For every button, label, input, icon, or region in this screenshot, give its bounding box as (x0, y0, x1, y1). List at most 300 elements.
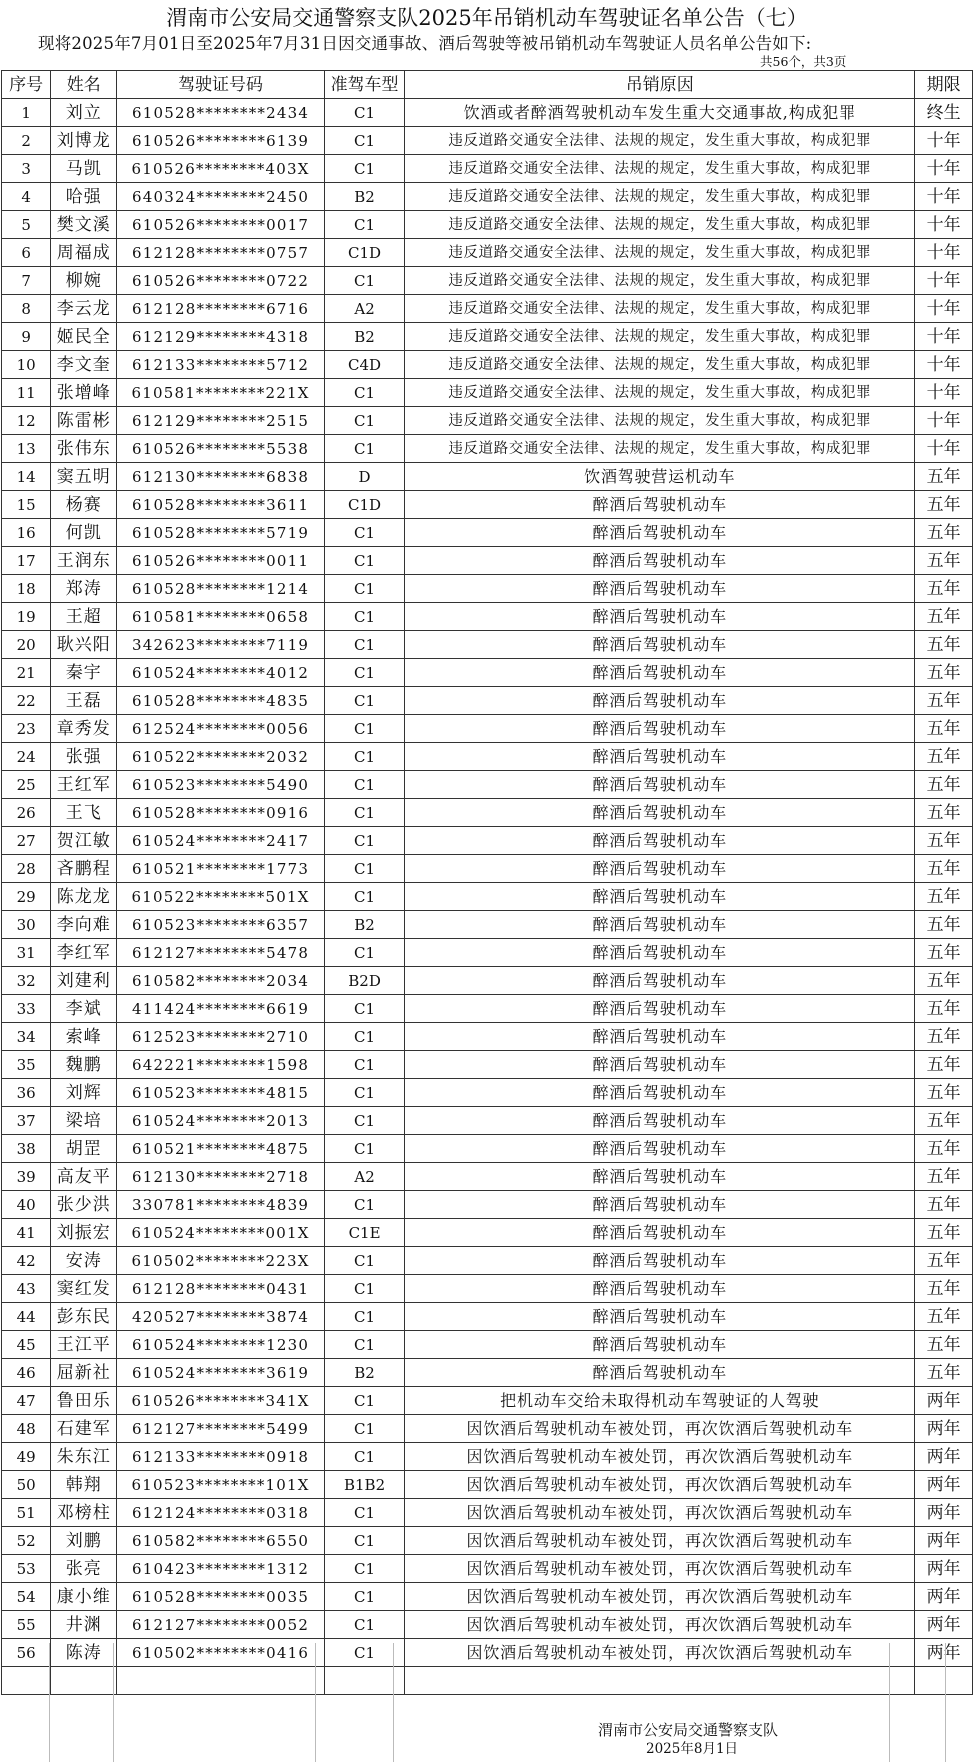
revocation-term: 五年 (915, 967, 973, 995)
revocation-term: 五年 (915, 995, 973, 1023)
vehicle-type: C1 (324, 687, 404, 715)
vehicle-type: C1 (324, 379, 404, 407)
revocation-term: 两年 (915, 1415, 973, 1443)
revocation-term: 五年 (915, 1079, 973, 1107)
revocation-term: 十年 (915, 183, 973, 211)
revocation-term: 十年 (915, 323, 973, 351)
license-number: 612127********5478 (117, 939, 325, 967)
person-name: 郑涛 (51, 575, 117, 603)
revocation-reason: 醉酒后驾驶机动车 (405, 1023, 915, 1051)
license-number: 610528********0916 (117, 799, 325, 827)
license-number: 610526********0017 (117, 211, 325, 239)
row-index: 32 (2, 967, 51, 995)
blank-cell (915, 1667, 973, 1695)
license-number: 610502********223X (117, 1247, 325, 1275)
row-index: 30 (2, 911, 51, 939)
row-index: 18 (2, 575, 51, 603)
revocation-term: 五年 (915, 659, 973, 687)
revocation-reason: 违反道路交通安全法律、法规的规定，发生重大事故，构成犯罪 (405, 211, 915, 239)
revocation-reason: 因饮酒后驾驶机动车被处罚，再次饮酒后驾驶机动车 (405, 1611, 915, 1639)
table-row (2, 883, 973, 911)
notice-intro: 现将2025年7月01日至2025年7月31日因交通事故、酒后驾驶等被吊销机动车驾驶证人员名单公告如下: (38, 34, 812, 53)
revocation-term: 五年 (915, 715, 973, 743)
revocation-term: 五年 (915, 1051, 973, 1079)
vehicle-type: C1 (324, 1639, 404, 1667)
vehicle-type: C4D (324, 351, 404, 379)
table-row (2, 1163, 973, 1191)
revocation-reason: 醉酒后驾驶机动车 (405, 799, 915, 827)
grid-line (113, 1643, 114, 1762)
row-index: 23 (2, 715, 51, 743)
table-row (2, 659, 973, 687)
table-row (2, 267, 973, 295)
license-number: 610526********341X (117, 1387, 325, 1415)
person-name: 康小维 (51, 1583, 117, 1611)
revocation-term: 五年 (915, 463, 973, 491)
table-row (2, 1303, 973, 1331)
row-index: 27 (2, 827, 51, 855)
table-row (2, 1247, 973, 1275)
row-index: 6 (2, 239, 51, 267)
row-index: 38 (2, 1135, 51, 1163)
column-header-index: 序号 (2, 71, 51, 99)
vehicle-type: C1 (324, 519, 404, 547)
revocation-reason: 醉酒后驾驶机动车 (405, 995, 915, 1023)
vehicle-type: C1 (324, 99, 404, 127)
vehicle-type: C1 (324, 211, 404, 239)
person-name: 王江平 (51, 1331, 117, 1359)
person-name: 韩翔 (51, 1471, 117, 1499)
row-index: 36 (2, 1079, 51, 1107)
license-number: 610524********2013 (117, 1107, 325, 1135)
vehicle-type: C1 (324, 1275, 404, 1303)
column-header-term: 期限 (915, 71, 973, 99)
person-name: 魏鹏 (51, 1051, 117, 1079)
row-index: 33 (2, 995, 51, 1023)
person-name: 李云龙 (51, 295, 117, 323)
table-row (2, 239, 973, 267)
table-row (2, 351, 973, 379)
column-header-name: 姓名 (51, 71, 117, 99)
person-name: 哈强 (51, 183, 117, 211)
row-index: 56 (2, 1639, 51, 1667)
column-header-reason: 吊销原因 (405, 71, 915, 99)
person-name: 何凯 (51, 519, 117, 547)
row-index: 51 (2, 1499, 51, 1527)
revocation-term: 五年 (915, 1163, 973, 1191)
table-row (2, 547, 973, 575)
license-number: 640324********2450 (117, 183, 325, 211)
vehicle-type: C1 (324, 799, 404, 827)
revocation-term: 十年 (915, 407, 973, 435)
table-row (2, 1191, 973, 1219)
person-name: 柳婉 (51, 267, 117, 295)
revocation-term: 五年 (915, 1191, 973, 1219)
person-name: 樊文溪 (51, 211, 117, 239)
person-name: 屈新社 (51, 1359, 117, 1387)
row-index: 31 (2, 939, 51, 967)
person-name: 李斌 (51, 995, 117, 1023)
revocation-reason: 醉酒后驾驶机动车 (405, 659, 915, 687)
person-name: 陈涛 (51, 1639, 117, 1667)
table-row (2, 995, 973, 1023)
table-row (2, 1583, 973, 1611)
revocation-reason: 醉酒后驾驶机动车 (405, 771, 915, 799)
person-name: 王润东 (51, 547, 117, 575)
row-index: 43 (2, 1275, 51, 1303)
row-index: 16 (2, 519, 51, 547)
revocation-reason: 违反道路交通安全法律、法规的规定，发生重大事故，构成犯罪 (405, 295, 915, 323)
table-row (2, 1079, 973, 1107)
revocation-term: 五年 (915, 631, 973, 659)
license-number: 610521********1773 (117, 855, 325, 883)
revocation-term: 终生 (915, 99, 973, 127)
license-number: 612524********0056 (117, 715, 325, 743)
row-index: 15 (2, 491, 51, 519)
blank-cell (2, 1667, 51, 1695)
vehicle-type: C1 (324, 827, 404, 855)
row-index: 34 (2, 1023, 51, 1051)
license-number: 610526********0011 (117, 547, 325, 575)
revocation-reason: 违反道路交通安全法律、法规的规定，发生重大事故，构成犯罪 (405, 379, 915, 407)
vehicle-type: C1 (324, 1415, 404, 1443)
table-row (2, 295, 973, 323)
row-index: 52 (2, 1527, 51, 1555)
person-name: 姬民全 (51, 323, 117, 351)
license-number: 610582********2034 (117, 967, 325, 995)
revocation-term: 五年 (915, 687, 973, 715)
row-index: 47 (2, 1387, 51, 1415)
table-row (2, 99, 973, 127)
vehicle-type: C1 (324, 1387, 404, 1415)
revocation-term: 十年 (915, 351, 973, 379)
vehicle-type: C1 (324, 575, 404, 603)
person-name: 王红军 (51, 771, 117, 799)
license-number: 420527********3874 (117, 1303, 325, 1331)
revocation-term: 五年 (915, 1359, 973, 1387)
row-index: 11 (2, 379, 51, 407)
vehicle-type: C1 (324, 631, 404, 659)
vehicle-type: C1 (324, 771, 404, 799)
revocation-term: 五年 (915, 1275, 973, 1303)
vehicle-type: C1 (324, 1527, 404, 1555)
grid-line (315, 1643, 316, 1762)
blank-cell (405, 1667, 915, 1695)
license-number: 612127********0052 (117, 1611, 325, 1639)
table-row (2, 911, 973, 939)
table-row (2, 967, 973, 995)
license-number: 610526********0722 (117, 267, 325, 295)
person-name: 窦五明 (51, 463, 117, 491)
license-number: 612124********0318 (117, 1499, 325, 1527)
revocation-term: 十年 (915, 295, 973, 323)
revocation-reason: 醉酒后驾驶机动车 (405, 575, 915, 603)
revocation-reason: 醉酒后驾驶机动车 (405, 519, 915, 547)
revocation-term: 两年 (915, 1499, 973, 1527)
revocation-term: 五年 (915, 1135, 973, 1163)
revocation-reason: 醉酒后驾驶机动车 (405, 491, 915, 519)
table-row (2, 1219, 973, 1247)
row-index: 37 (2, 1107, 51, 1135)
vehicle-type: C1 (324, 659, 404, 687)
row-index: 48 (2, 1415, 51, 1443)
table-row (2, 575, 973, 603)
table-row (2, 1023, 973, 1051)
revocation-term: 五年 (915, 1247, 973, 1275)
revocation-reason: 违反道路交通安全法律、法规的规定，发生重大事故，构成犯罪 (405, 183, 915, 211)
table-row (2, 1471, 973, 1499)
vehicle-type: B2 (324, 183, 404, 211)
license-number: 642221********1598 (117, 1051, 325, 1079)
person-name: 王超 (51, 603, 117, 631)
table-row (2, 1611, 973, 1639)
person-name: 彭东民 (51, 1303, 117, 1331)
revocation-reason: 醉酒后驾驶机动车 (405, 967, 915, 995)
revocation-reason: 醉酒后驾驶机动车 (405, 883, 915, 911)
table-row (2, 1639, 973, 1667)
person-name: 井渊 (51, 1611, 117, 1639)
revocation-term: 两年 (915, 1583, 973, 1611)
revocation-reason: 醉酒后驾驶机动车 (405, 1275, 915, 1303)
revocation-term: 五年 (915, 939, 973, 967)
license-number: 612128********6716 (117, 295, 325, 323)
revocation-term: 五年 (915, 911, 973, 939)
person-name: 周福成 (51, 239, 117, 267)
revocation-term: 五年 (915, 1331, 973, 1359)
table-row (2, 323, 973, 351)
license-number: 610526********5538 (117, 435, 325, 463)
revocation-term: 五年 (915, 575, 973, 603)
revocation-reason: 把机动车交给未取得机动车驾驶证的人驾驶 (405, 1387, 915, 1415)
revocation-reason: 醉酒后驾驶机动车 (405, 1079, 915, 1107)
vehicle-type: C1 (324, 1023, 404, 1051)
vehicle-type: C1 (324, 939, 404, 967)
person-name: 张强 (51, 743, 117, 771)
row-index: 20 (2, 631, 51, 659)
revocation-reason: 醉酒后驾驶机动车 (405, 743, 915, 771)
signature-org: 渭南市公安局交通警察支队 (598, 1721, 779, 1739)
page-info: 共56个，共3页 (760, 54, 847, 69)
table-row (2, 1135, 973, 1163)
license-number: 610522********2032 (117, 743, 325, 771)
revocation-reason: 违反道路交通安全法律、法规的规定，发生重大事故，构成犯罪 (405, 435, 915, 463)
person-name: 张伟东 (51, 435, 117, 463)
vehicle-type: C1 (324, 1555, 404, 1583)
license-number: 610521********4875 (117, 1135, 325, 1163)
row-index: 3 (2, 155, 51, 183)
license-number: 612133********0918 (117, 1443, 325, 1471)
blank-row (2, 1667, 973, 1695)
vehicle-type: C1 (324, 1135, 404, 1163)
row-index: 42 (2, 1247, 51, 1275)
vehicle-type: C1 (324, 547, 404, 575)
row-index: 55 (2, 1611, 51, 1639)
person-name: 安涛 (51, 1247, 117, 1275)
vehicle-type: D (324, 463, 404, 491)
vehicle-type: C1E (324, 1219, 404, 1247)
table-row (2, 1331, 973, 1359)
row-index: 44 (2, 1303, 51, 1331)
revocation-reason: 醉酒后驾驶机动车 (405, 1051, 915, 1079)
revocation-term: 五年 (915, 1219, 973, 1247)
license-number: 342623********7119 (117, 631, 325, 659)
license-number: 612130********2718 (117, 1163, 325, 1191)
person-name: 吝鹏程 (51, 855, 117, 883)
person-name: 朱东江 (51, 1443, 117, 1471)
license-number: 610523********6357 (117, 911, 325, 939)
person-name: 王磊 (51, 687, 117, 715)
person-name: 胡罡 (51, 1135, 117, 1163)
revocation-term: 两年 (915, 1443, 973, 1471)
table-row (2, 155, 973, 183)
table-row (2, 631, 973, 659)
vehicle-type: A2 (324, 295, 404, 323)
revocation-reason: 醉酒后驾驶机动车 (405, 1191, 915, 1219)
license-number: 610581********221X (117, 379, 325, 407)
table-row (2, 939, 973, 967)
row-index: 50 (2, 1471, 51, 1499)
vehicle-type: B1B2 (324, 1471, 404, 1499)
vehicle-type: C1 (324, 1247, 404, 1275)
revocation-term: 十年 (915, 211, 973, 239)
table-row (2, 799, 973, 827)
license-number: 411424********6619 (117, 995, 325, 1023)
revocation-reason: 醉酒后驾驶机动车 (405, 603, 915, 631)
license-number: 610423********1312 (117, 1555, 325, 1583)
vehicle-type: C1 (324, 1499, 404, 1527)
revocation-term: 十年 (915, 435, 973, 463)
revocation-reason: 醉酒后驾驶机动车 (405, 1359, 915, 1387)
revocation-reason: 醉酒后驾驶机动车 (405, 715, 915, 743)
license-number: 610524********1230 (117, 1331, 325, 1359)
license-number: 610522********501X (117, 883, 325, 911)
person-name: 索峰 (51, 1023, 117, 1051)
revocation-term: 五年 (915, 883, 973, 911)
revocation-term: 十年 (915, 155, 973, 183)
license-number: 612127********5499 (117, 1415, 325, 1443)
grid-line (393, 1643, 394, 1762)
row-index: 49 (2, 1443, 51, 1471)
vehicle-type: C1 (324, 995, 404, 1023)
person-name: 刘立 (51, 99, 117, 127)
row-index: 24 (2, 743, 51, 771)
table-row (2, 407, 973, 435)
person-name: 窦红发 (51, 1275, 117, 1303)
table-row (2, 1443, 973, 1471)
license-number: 612128********0757 (117, 239, 325, 267)
license-number: 610523********101X (117, 1471, 325, 1499)
table-row (2, 1415, 973, 1443)
vehicle-type: C1 (324, 435, 404, 463)
table-row (2, 855, 973, 883)
vehicle-type: C1 (324, 1583, 404, 1611)
revocation-reason: 违反道路交通安全法律、法规的规定，发生重大事故，构成犯罪 (405, 155, 915, 183)
revocation-term: 两年 (915, 1387, 973, 1415)
row-index: 1 (2, 99, 51, 127)
revocation-term: 两年 (915, 1555, 973, 1583)
revocation-reason: 醉酒后驾驶机动车 (405, 939, 915, 967)
person-name: 刘鹏 (51, 1527, 117, 1555)
revocation-reason: 因饮酒后驾驶机动车被处罚，再次饮酒后驾驶机动车 (405, 1443, 915, 1471)
table-row (2, 1387, 973, 1415)
vehicle-type: C1 (324, 267, 404, 295)
row-index: 21 (2, 659, 51, 687)
blank-cell (117, 1667, 325, 1695)
vehicle-type: A2 (324, 1163, 404, 1191)
license-number: 610524********3619 (117, 1359, 325, 1387)
person-name: 李红军 (51, 939, 117, 967)
revocation-reason: 醉酒后驾驶机动车 (405, 687, 915, 715)
row-index: 5 (2, 211, 51, 239)
row-index: 29 (2, 883, 51, 911)
revocation-reason: 饮酒或者醉酒驾驶机动车发生重大交通事故,构成犯罪 (405, 99, 915, 127)
revocation-reason: 醉酒后驾驶机动车 (405, 547, 915, 575)
revocation-term: 十年 (915, 267, 973, 295)
row-index: 25 (2, 771, 51, 799)
table-row (2, 1527, 973, 1555)
vehicle-type: B2 (324, 1359, 404, 1387)
revocation-reason: 因饮酒后驾驶机动车被处罚，再次饮酒后驾驶机动车 (405, 1471, 915, 1499)
row-index: 45 (2, 1331, 51, 1359)
revocation-reason: 违反道路交通安全法律、法规的规定，发生重大事故，构成犯罪 (405, 351, 915, 379)
license-number: 612133********5712 (117, 351, 325, 379)
vehicle-type: C1 (324, 603, 404, 631)
revocation-term: 十年 (915, 127, 973, 155)
row-index: 39 (2, 1163, 51, 1191)
revocation-reason: 醉酒后驾驶机动车 (405, 1107, 915, 1135)
table-row (2, 827, 973, 855)
person-name: 石建军 (51, 1415, 117, 1443)
grid-line (49, 1643, 50, 1762)
vehicle-type: B2 (324, 323, 404, 351)
table-row (2, 715, 973, 743)
revocation-reason: 醉酒后驾驶机动车 (405, 855, 915, 883)
license-number: 612130********6838 (117, 463, 325, 491)
table-row (2, 435, 973, 463)
row-index: 4 (2, 183, 51, 211)
row-index: 46 (2, 1359, 51, 1387)
person-name: 张少洪 (51, 1191, 117, 1219)
vehicle-type: C1 (324, 1051, 404, 1079)
row-index: 35 (2, 1051, 51, 1079)
column-header-vehicle-type: 准驾车型 (324, 71, 404, 99)
revocation-reason: 醉酒后驾驶机动车 (405, 1135, 915, 1163)
vehicle-type: C1 (324, 155, 404, 183)
license-number: 330781********4839 (117, 1191, 325, 1219)
person-name: 刘建利 (51, 967, 117, 995)
revocation-reason: 饮酒驾驶营运机动车 (405, 463, 915, 491)
license-number: 612523********2710 (117, 1023, 325, 1051)
license-number: 610526********6139 (117, 127, 325, 155)
revocation-term: 五年 (915, 1303, 973, 1331)
table-row (2, 687, 973, 715)
revocation-reason: 违反道路交通安全法律、法规的规定，发生重大事故，构成犯罪 (405, 267, 915, 295)
grid-line (889, 1643, 890, 1762)
row-index: 7 (2, 267, 51, 295)
vehicle-type: C1 (324, 407, 404, 435)
vehicle-type: C1 (324, 127, 404, 155)
revocation-term: 五年 (915, 743, 973, 771)
row-index: 8 (2, 295, 51, 323)
person-name: 高友平 (51, 1163, 117, 1191)
license-number: 610524********4012 (117, 659, 325, 687)
person-name: 贺江敏 (51, 827, 117, 855)
person-name: 邓榜柱 (51, 1499, 117, 1527)
revocation-reason: 醉酒后驾驶机动车 (405, 631, 915, 659)
vehicle-type: B2 (324, 911, 404, 939)
revocation-reason: 醉酒后驾驶机动车 (405, 1247, 915, 1275)
row-index: 9 (2, 323, 51, 351)
